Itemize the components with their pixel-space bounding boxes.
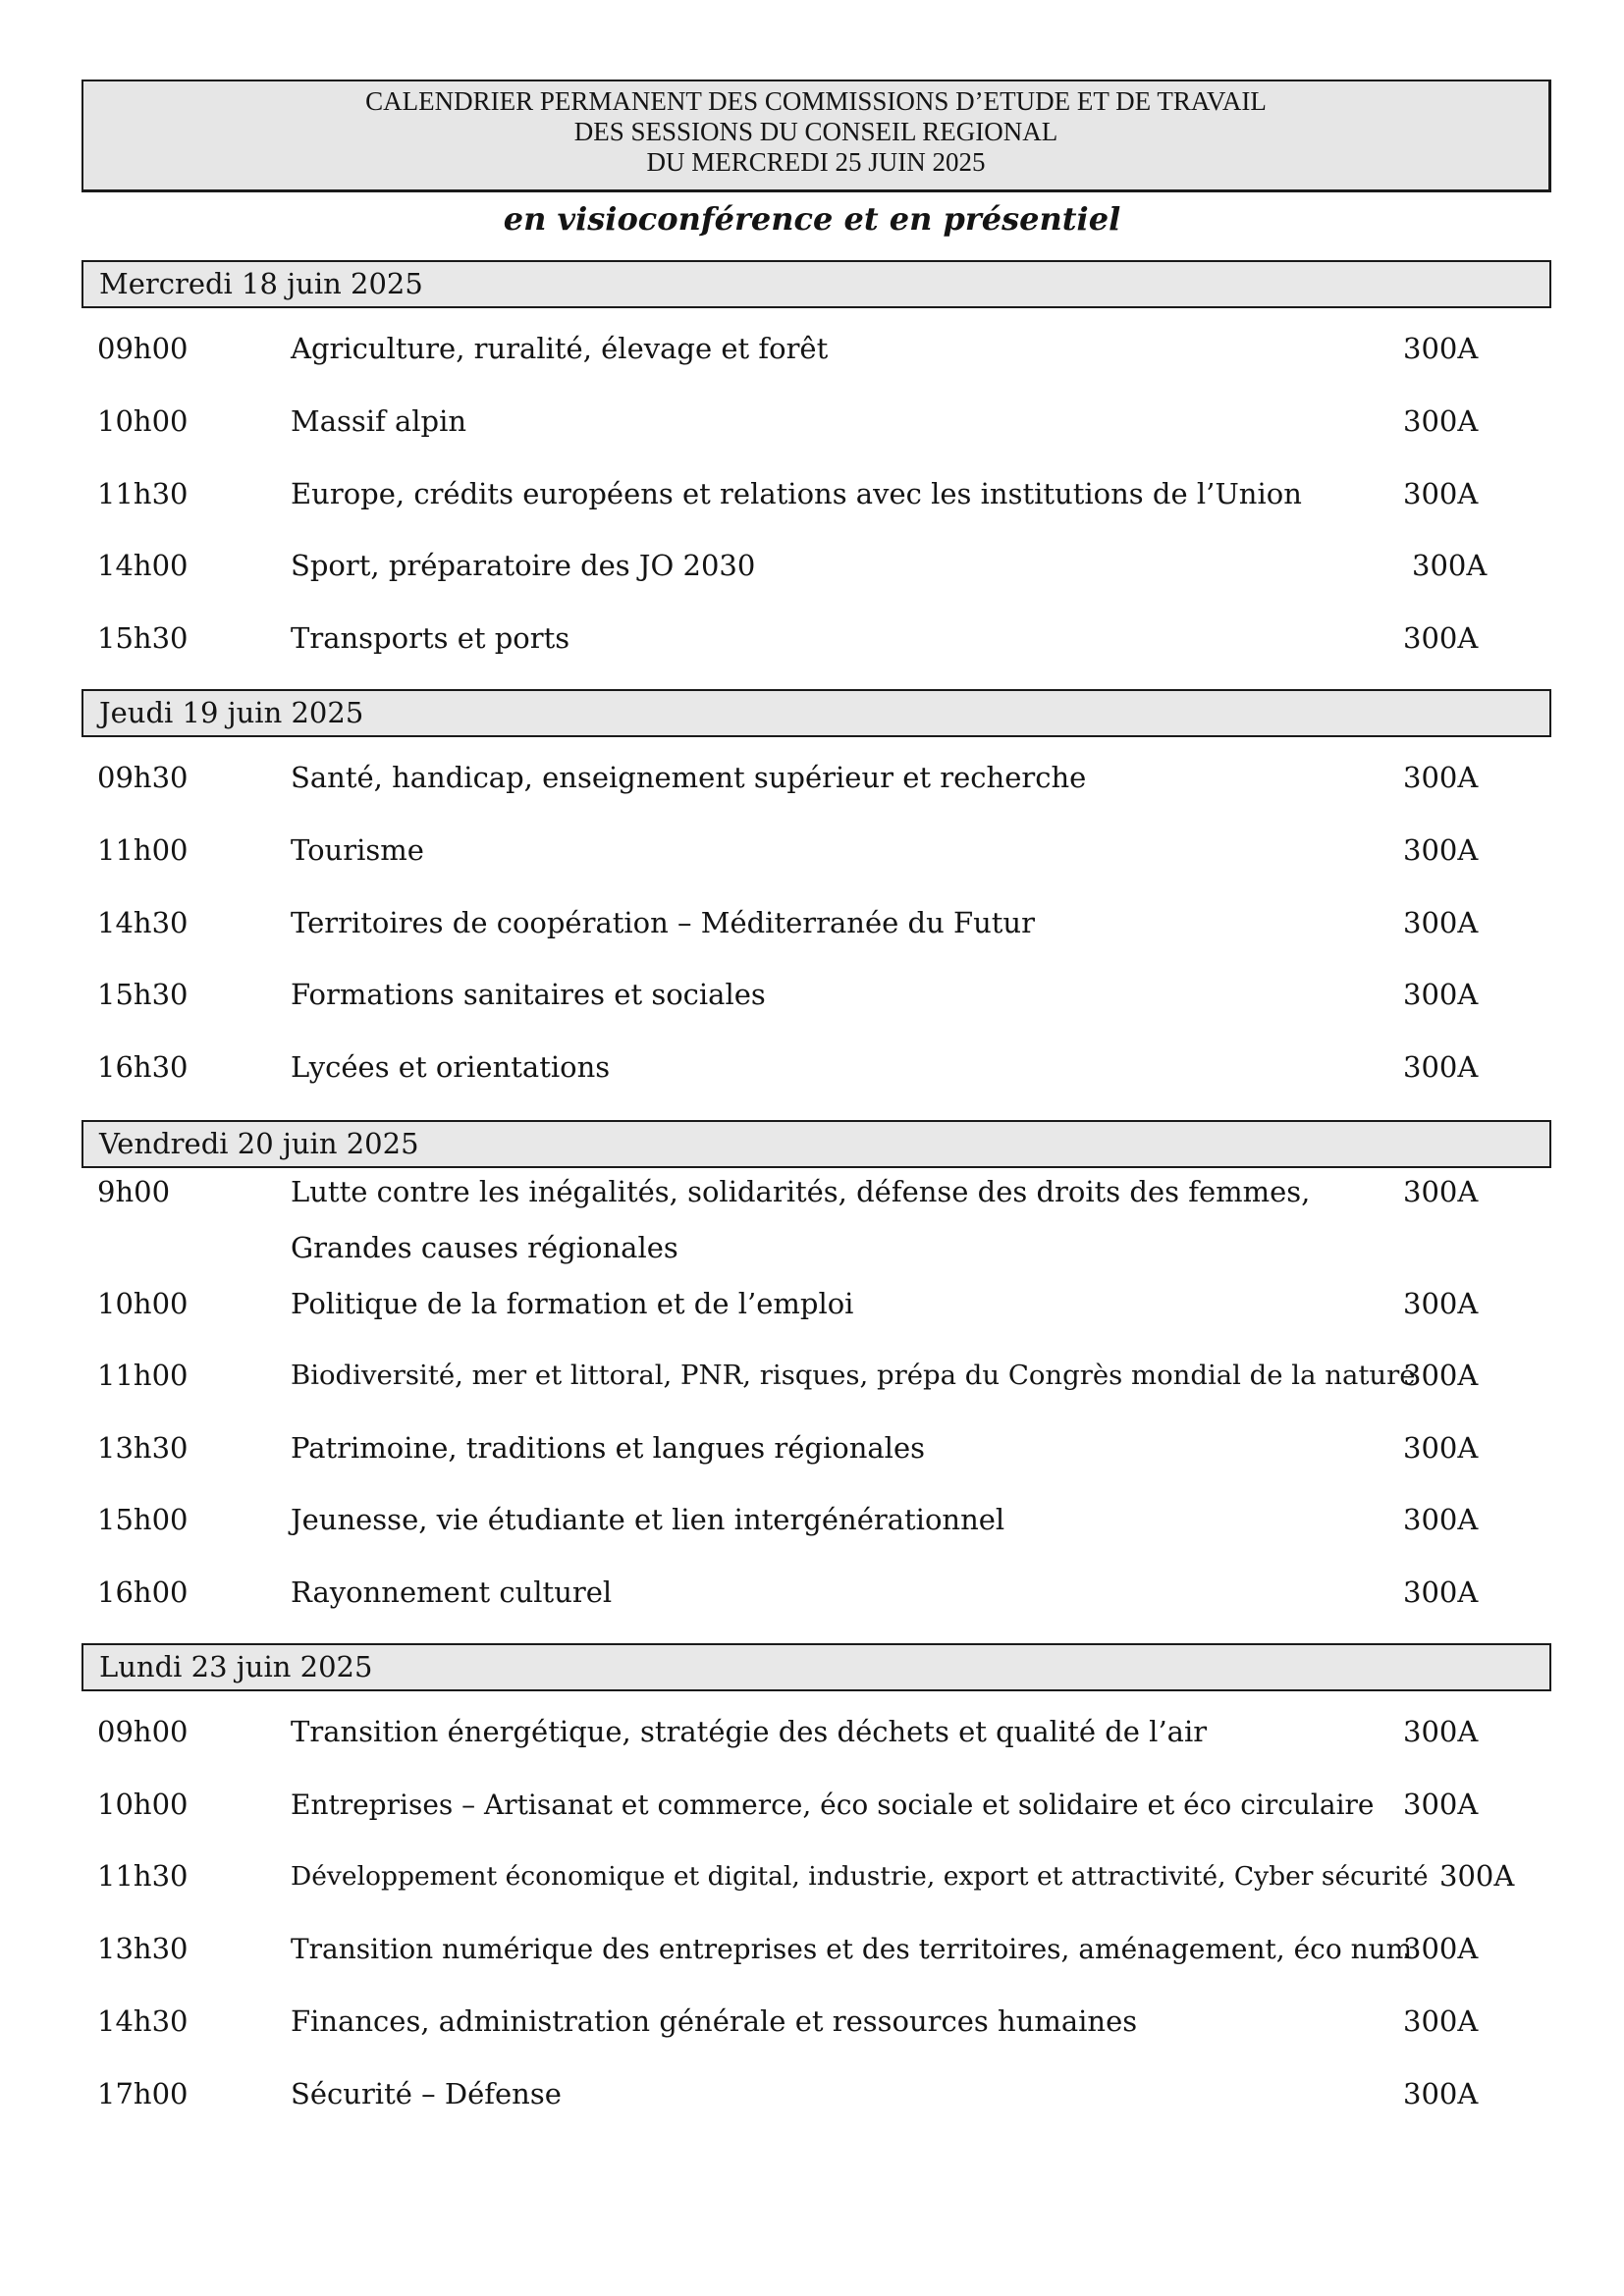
session-time: 13h30 bbox=[97, 1431, 189, 1465]
session-title: Jeunesse, vie étudiante et lien intergénérationnel bbox=[291, 1503, 1005, 1536]
session-room: 300A bbox=[1403, 761, 1479, 794]
session-title: Finances, administration générale et ressources humaines bbox=[291, 2004, 1138, 2038]
title-line-2: DES SESSIONS DU CONSEIL REGIONAL bbox=[573, 117, 1058, 146]
session-time: 16h30 bbox=[97, 1050, 189, 1084]
session-room: 300A bbox=[1403, 833, 1479, 867]
session-time: 09h30 bbox=[97, 761, 189, 794]
session-room: 300A bbox=[1403, 1359, 1479, 1392]
session-title: Formations sanitaires et sociales bbox=[291, 978, 766, 1011]
session-time: 10h00 bbox=[97, 1788, 189, 1821]
session-title: Entreprises – Artisanat et commerce, éco sociale et solidaire et éco circulaire bbox=[291, 1789, 1375, 1821]
session-title: Europe, crédits européens et relations avec les institutions de l’Union bbox=[291, 477, 1302, 510]
session-time: 10h00 bbox=[97, 1287, 189, 1320]
session-room: 300A bbox=[1403, 332, 1479, 365]
session-time: 11h00 bbox=[97, 1359, 189, 1392]
day-header-jeudi: Jeudi 19 juin 2025 bbox=[81, 689, 1551, 737]
session-title: Biodiversité, mer et littoral, PNR, risques, prépa du Congrès mondial de la nature bbox=[291, 1360, 1416, 1391]
session-room: 300A bbox=[1403, 2077, 1479, 2110]
session-room: 300A bbox=[1403, 404, 1479, 438]
session-room: 300A bbox=[1403, 1788, 1479, 1821]
session-room: 300A bbox=[1403, 477, 1479, 510]
session-room: 300A bbox=[1412, 549, 1488, 582]
session-room: 300A bbox=[1403, 1932, 1479, 1965]
session-room: 300A bbox=[1403, 978, 1479, 1011]
session-time: 15h30 bbox=[97, 621, 189, 655]
title-box bbox=[81, 80, 1551, 192]
day-header-lundi: Lundi 23 juin 2025 bbox=[81, 1643, 1551, 1691]
session-room: 300A bbox=[1403, 1431, 1479, 1465]
session-room: 300A bbox=[1439, 1859, 1515, 1893]
session-time: 14h00 bbox=[97, 549, 189, 582]
session-time: 15h00 bbox=[97, 1503, 189, 1536]
title-line-1: CALENDRIER PERMANENT DES COMMISSIONS D’ETUDE ET DE TRAVAIL bbox=[365, 86, 1267, 116]
session-room: 300A bbox=[1403, 1575, 1479, 1609]
session-time: 14h30 bbox=[97, 2004, 189, 2038]
day-header-vendredi: Vendredi 20 juin 2025 bbox=[81, 1120, 1551, 1168]
session-room: 300A bbox=[1403, 1715, 1479, 1748]
session-title: Lycées et orientations bbox=[291, 1050, 611, 1084]
session-title: Patrimoine, traditions et langues régionales bbox=[291, 1431, 926, 1465]
session-title: Massif alpin bbox=[291, 404, 467, 438]
session-time: 11h30 bbox=[97, 477, 189, 510]
session-room: 300A bbox=[1403, 1175, 1479, 1208]
title-line-3: DU MERCREDI 25 JUIN 2025 bbox=[646, 147, 986, 177]
session-time: 15h30 bbox=[97, 978, 189, 1011]
session-room: 300A bbox=[1403, 2004, 1479, 2038]
session-title: Lutte contre les inégalités, solidarités, défense des droits des femmes, Grandes causes régionales bbox=[291, 1175, 1311, 1264]
session-time: 09h00 bbox=[97, 332, 189, 365]
session-time: 11h00 bbox=[97, 833, 189, 867]
session-title: Sport, préparatoire des JO 2030 bbox=[291, 549, 756, 582]
session-title: Politique de la formation et de l’emploi bbox=[291, 1287, 854, 1320]
session-time: 11h30 bbox=[97, 1859, 189, 1893]
session-time: 9h00 bbox=[97, 1175, 171, 1208]
subtitle: en visioconférence et en présentiel bbox=[503, 200, 1121, 238]
session-title: Santé, handicap, enseignement supérieur et recherche bbox=[291, 761, 1087, 794]
session-room: 300A bbox=[1403, 906, 1479, 939]
session-title: Rayonnement culturel bbox=[291, 1575, 613, 1609]
day-header-mercredi: Mercredi 18 juin 2025 bbox=[81, 260, 1551, 308]
session-title: Territoires de coopération – Méditerranée du Futur bbox=[291, 906, 1035, 939]
session-title: Développement économique et digital, industrie, export et attractivité, Cyber sécurité bbox=[291, 1861, 1429, 1892]
session-room: 300A bbox=[1403, 1503, 1479, 1536]
session-time: 09h00 bbox=[97, 1715, 189, 1748]
session-title: Transition numérique des entreprises et des territoires, aménagement, éco num bbox=[291, 1933, 1413, 1965]
session-time: 16h00 bbox=[97, 1575, 189, 1609]
session-time: 14h30 bbox=[97, 906, 189, 939]
session-time: 13h30 bbox=[97, 1932, 189, 1965]
session-time: 17h00 bbox=[97, 2077, 189, 2110]
session-room: 300A bbox=[1403, 1287, 1479, 1320]
session-room: 300A bbox=[1403, 621, 1479, 655]
session-title: Agriculture, ruralité, élevage et forêt bbox=[291, 332, 829, 365]
session-title: Sécurité – Défense bbox=[291, 2077, 562, 2110]
session-title: Transition énergétique, stratégie des déchets et qualité de l’air bbox=[291, 1715, 1208, 1748]
session-time: 10h00 bbox=[97, 404, 189, 438]
session-title: Tourisme bbox=[291, 833, 424, 867]
session-title: Transports et ports bbox=[291, 621, 570, 655]
session-room: 300A bbox=[1403, 1050, 1479, 1084]
